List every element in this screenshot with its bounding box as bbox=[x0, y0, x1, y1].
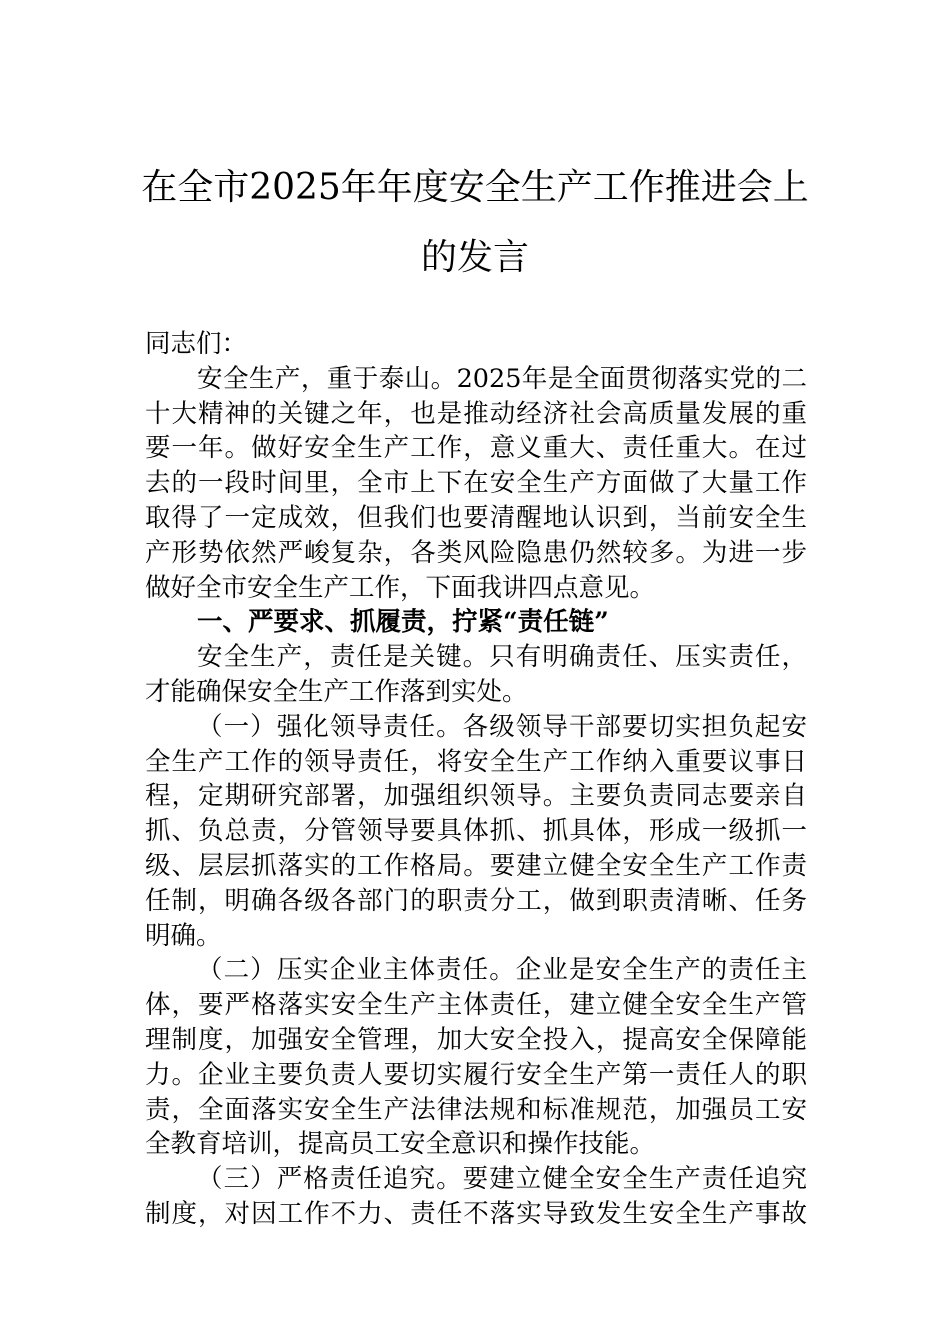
paragraph-line: 去的一段时间里，全市上下在安全生产方面做了大量工作 bbox=[145, 468, 807, 499]
paragraph-line: 产形势依然严峻复杂，各类风险隐患仍然较多。为进一步 bbox=[145, 537, 807, 568]
paragraph-line: 做好全市安全生产工作，下面我讲四点意见。 bbox=[145, 572, 656, 603]
paragraph-line: 取得了一定成效，但我们也要清醒地认识到，当前安全生 bbox=[145, 502, 807, 533]
paragraph-line: 任制，明确各级各部门的职责分工，做到职责清晰、任务 bbox=[145, 885, 807, 916]
paragraph-line: 要一年。做好安全生产工作，意义重大、责任重大。在过 bbox=[145, 433, 807, 464]
paragraph-line: 理制度，加强安全管理，加大安全投入，提高安全保障能 bbox=[145, 1024, 807, 1055]
salutation: 同志们： bbox=[145, 329, 248, 359]
paragraph-line: 明确。 bbox=[145, 920, 222, 951]
paragraph-line: 程，定期研究部署，加强组织领导。主要负责同志要亲自 bbox=[145, 781, 807, 812]
paragraph-line: 全生产工作的领导责任，将安全生产工作纳入重要议事日 bbox=[145, 746, 807, 777]
document-title bbox=[0, 153, 950, 293]
paragraph-line: 十大精神的关键之年，也是推动经济社会高质量发展的重 bbox=[145, 398, 807, 429]
paragraph-line: 体，要严格落实安全生产主体责任，建立健全安全生产管 bbox=[145, 990, 807, 1021]
paragraph-line: （二）压实企业主体责任。企业是安全生产的责任主 bbox=[197, 955, 807, 986]
paragraph-line: （一）强化领导责任。各级领导干部要切实担负起安 bbox=[197, 711, 807, 742]
paragraph-line: 全教育培训，提高员工安全意识和操作技能。 bbox=[145, 1129, 656, 1160]
title-line: 在全市2025年年度安全生产工作推进会上 bbox=[141, 167, 809, 208]
paragraph-line: 制度，对因工作不力、责任不落实导致发生安全生产事故 bbox=[145, 1198, 807, 1229]
paragraph-line: 级、层层抓落实的工作格局。要建立健全安全生产工作责 bbox=[145, 850, 807, 881]
document-body bbox=[145, 327, 807, 1232]
paragraph-line: 责，全面落实安全生产法律法规和标准规范，加强员工安 bbox=[145, 1094, 807, 1125]
paragraph-line: （三）严格责任追究。要建立健全安全生产责任追究 bbox=[197, 1164, 807, 1195]
paragraph-line: 力。企业主要负责人要切实履行安全生产第一责任人的职 bbox=[145, 1059, 807, 1090]
paragraph-line: 抓、负总责，分管领导要具体抓、抓具体，形成一级抓一 bbox=[145, 816, 807, 847]
paragraph-line: 安全生产，责任是关键。只有明确责任、压实责任， bbox=[197, 642, 807, 673]
paragraph-line: 才能确保安全生产工作落到实处。 bbox=[145, 676, 528, 707]
section-heading: 一、严要求、抓履责，拧紧“责任链” bbox=[197, 607, 609, 638]
paragraph-line: 安全生产，重于泰山。2025年是全面贯彻落实党的二 bbox=[197, 363, 807, 394]
title-line: 的发言 bbox=[420, 237, 529, 278]
